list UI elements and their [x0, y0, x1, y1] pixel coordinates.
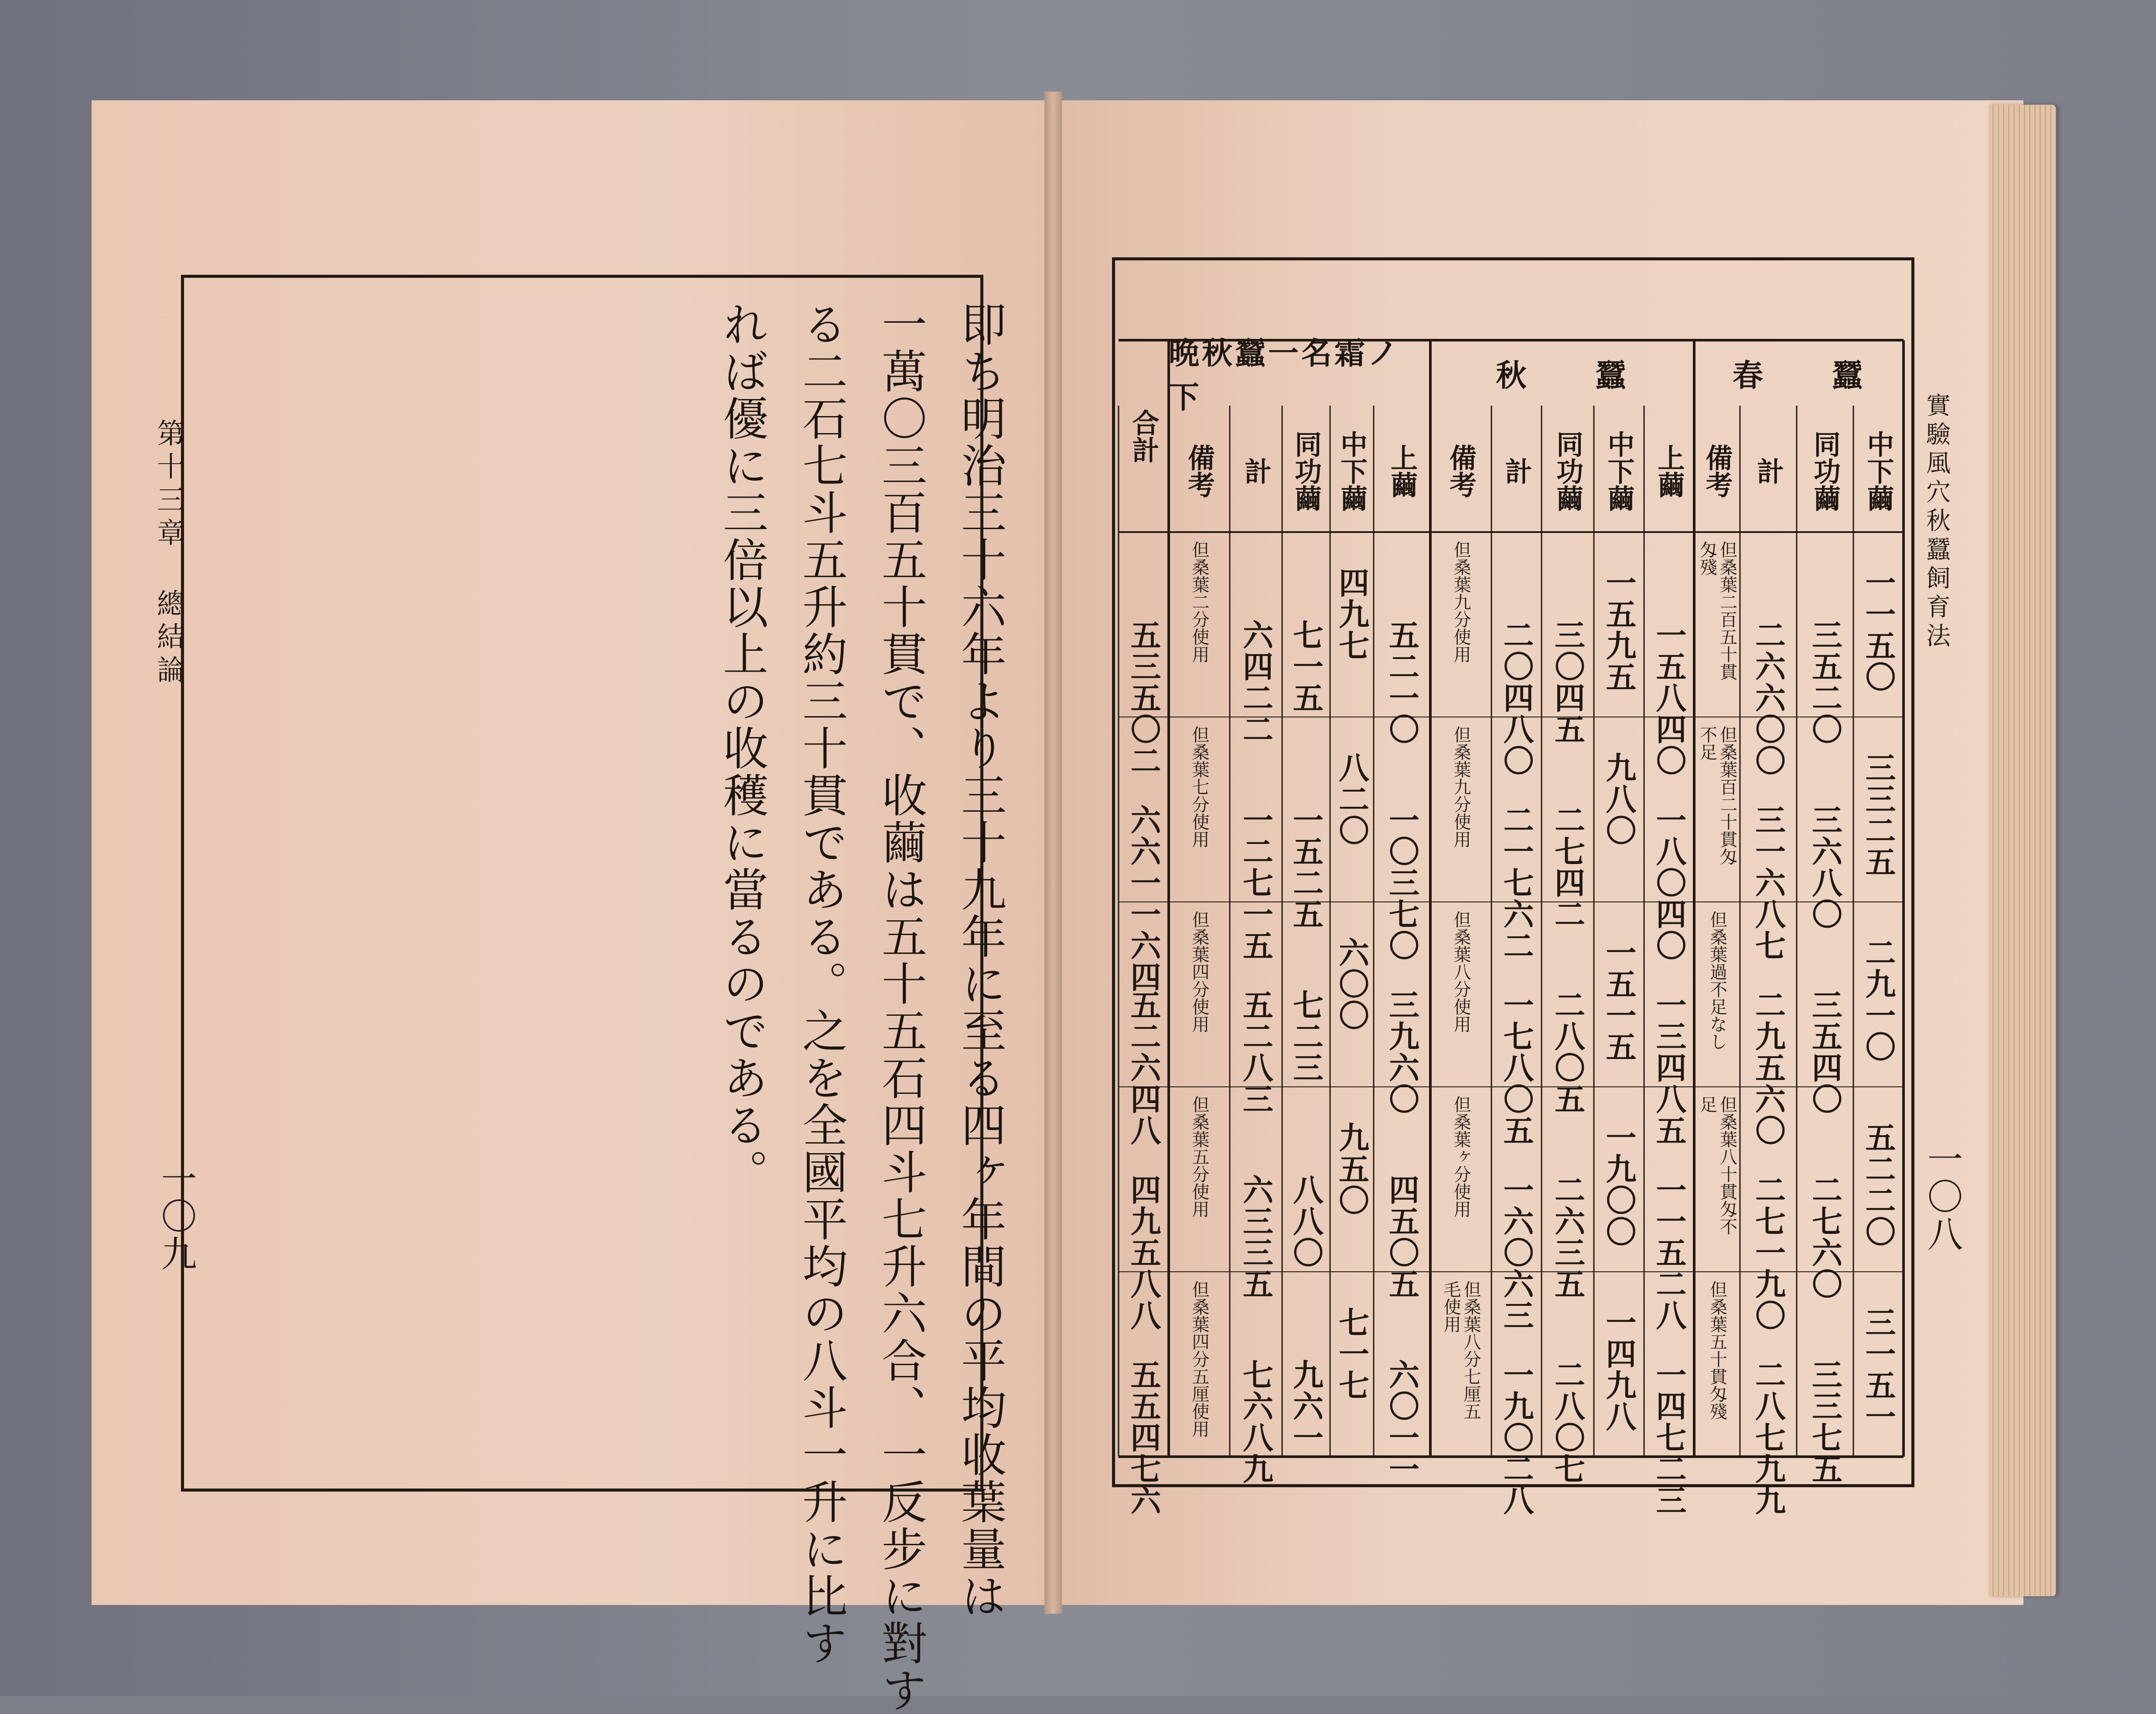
table-cell	[1330, 541, 1374, 713]
cell-value: 八八〇	[1288, 1174, 1324, 1268]
cell-value: 三〇四五	[1549, 619, 1586, 745]
cell-value: 五二八三	[1238, 989, 1274, 1115]
remark-text: 但桑葉八分使用	[1451, 911, 1471, 1033]
group-label: 晩秋蠶一名霜ノ下	[1169, 335, 1401, 415]
table-cell	[1282, 726, 1330, 930]
table-cell	[1282, 1096, 1330, 1267]
cell-value: 六三三五	[1238, 1174, 1274, 1300]
table-cell	[1330, 911, 1374, 1082]
group-header-late-autumn	[1169, 335, 1430, 415]
remark-cell	[1430, 911, 1491, 1082]
table-cell	[1119, 1096, 1169, 1331]
table-cell	[1374, 911, 1430, 1115]
cell-value: 五二一〇	[1384, 619, 1420, 745]
column-header-label: 備考	[1183, 444, 1215, 498]
table-cell	[1644, 1280, 1694, 1516]
cell-value: 五三五〇二	[1126, 619, 1162, 776]
table-cell	[1230, 1096, 1282, 1300]
table-cell	[1853, 911, 1904, 1082]
column-header-label: 計	[1752, 458, 1784, 485]
table-cell	[1542, 541, 1594, 745]
remark-text: 但桑葉四分使用	[1189, 911, 1209, 1033]
column-header	[1594, 408, 1644, 534]
column-header	[1169, 408, 1230, 534]
table-cell	[1230, 541, 1282, 745]
table-cell	[1644, 1096, 1694, 1331]
group-label: 合計	[1128, 409, 1160, 463]
table-cell	[1542, 1096, 1594, 1300]
remark-cell	[1694, 911, 1740, 1082]
cell-value: 二〇四八〇	[1498, 619, 1535, 776]
column-header	[1330, 408, 1374, 534]
column-header-label: 備考	[1701, 444, 1733, 498]
cell-value: 一二七一五	[1238, 804, 1274, 961]
cell-value: 二八七九九	[1750, 1359, 1787, 1516]
cell-value: 六六一一六四	[1126, 804, 1162, 993]
table-cell	[1853, 726, 1904, 898]
column-header	[1797, 408, 1853, 534]
table-cell	[1491, 911, 1542, 1146]
table-cell	[1797, 1096, 1853, 1300]
remark-cell	[1169, 541, 1230, 713]
cell-value: 二六六〇〇	[1750, 619, 1787, 776]
cell-value: 九五〇	[1334, 1122, 1370, 1216]
cell-value: 一五八四〇	[1651, 619, 1687, 776]
table-cell	[1119, 1280, 1169, 1516]
cell-value: 五二二〇	[1860, 1122, 1897, 1247]
table-cell	[1594, 726, 1644, 898]
table-cell	[1374, 1280, 1430, 1485]
table-cell	[1374, 541, 1430, 745]
column-header	[1282, 408, 1330, 534]
table-cell	[1330, 1280, 1374, 1452]
table-cell	[1282, 541, 1330, 713]
book-gutter	[1044, 92, 1062, 1614]
book-title: 實驗風穴秋蠶飼育法	[1922, 393, 1951, 652]
group-header-total	[1119, 340, 1169, 532]
cell-value: 一九〇二八	[1498, 1359, 1535, 1516]
table-cell	[1542, 1280, 1594, 1485]
cell-value: 一八〇四〇	[1651, 804, 1687, 961]
table-cell	[1740, 726, 1797, 961]
cell-value: 三五二〇	[1807, 619, 1843, 745]
table-cell	[1740, 1280, 1797, 1516]
table-cell	[1330, 726, 1374, 898]
remark-text: 但桑葉過不足なし	[1707, 911, 1727, 1050]
table-cell	[1740, 911, 1797, 1146]
column-header	[1853, 408, 1904, 534]
remark-text: 但桑葉九分使用	[1451, 726, 1471, 848]
cell-value: 一九〇〇	[1601, 1122, 1637, 1247]
page-number-left: 一〇九	[155, 1160, 197, 1273]
table-cell	[1853, 1096, 1904, 1267]
table-cell	[1330, 1096, 1374, 1267]
column-header-label: 備考	[1445, 444, 1477, 498]
table-cell	[1740, 541, 1797, 776]
table-cell	[1282, 1280, 1330, 1452]
cell-value: 四五〇五	[1384, 1174, 1420, 1300]
remark-cell	[1694, 1280, 1740, 1452]
remark-cell	[1169, 911, 1230, 1082]
column-header-label: 中下繭	[1863, 430, 1894, 512]
column-header-label: 上繭	[1653, 444, 1685, 498]
cell-value: 三九六〇	[1384, 989, 1420, 1115]
data-table	[1119, 335, 1904, 1516]
cell-value: 二八〇五	[1549, 989, 1586, 1115]
table-cell	[1230, 1280, 1282, 1485]
cell-value: 三三二五	[1860, 752, 1897, 877]
table-cell	[1542, 726, 1594, 930]
remark-text: 但桑葉七分使用	[1189, 726, 1209, 848]
column-header-label: 同功繭	[1552, 430, 1584, 512]
remark-cell	[1694, 1096, 1740, 1267]
cell-value: 三一五一	[1860, 1307, 1897, 1432]
table-cell	[1644, 911, 1694, 1146]
remark-text: 但桑葉五分使用	[1189, 1096, 1209, 1218]
cell-value: 七一七	[1334, 1307, 1370, 1401]
cell-value: 三六八〇	[1807, 804, 1843, 930]
table-cell	[1491, 1096, 1542, 1331]
page-number-right: 一〇八	[1921, 1140, 1963, 1253]
table-cell	[1797, 911, 1853, 1115]
table-cell	[1542, 911, 1594, 1115]
remark-cell	[1169, 1280, 1230, 1452]
remark-cell	[1169, 1096, 1230, 1267]
group-header-autumn	[1430, 340, 1694, 406]
table-cell	[1491, 541, 1542, 776]
remark-text: 但桑葉二百五十貫 匁殘	[1697, 541, 1737, 680]
cell-value: 一三四八五	[1651, 989, 1687, 1146]
table-cell	[1797, 1280, 1853, 1485]
column-header-label: 計	[1240, 458, 1272, 485]
group-label: 秋 蠶	[1496, 357, 1629, 393]
table-cell	[1594, 541, 1644, 713]
cell-value: 二七四二	[1549, 804, 1586, 930]
column-header	[1430, 408, 1491, 534]
column-header-label: 計	[1501, 458, 1532, 485]
cell-value: 一五二五	[1288, 804, 1324, 930]
remark-text: 但桑葉五十貫匁殘	[1707, 1280, 1727, 1420]
column-header-label: 同功繭	[1290, 430, 1322, 512]
table-cell	[1853, 541, 1904, 713]
remark-cell	[1169, 726, 1230, 898]
table-cell	[1740, 1096, 1797, 1331]
table-cell	[1594, 1280, 1644, 1452]
cell-value: 二六三五	[1549, 1174, 1586, 1300]
table-cell	[1797, 541, 1853, 745]
cell-value: 二七一九〇	[1750, 1174, 1787, 1331]
table-cell	[1230, 911, 1282, 1115]
cell-value: 二九五六〇	[1750, 989, 1787, 1146]
table-cell	[1374, 726, 1430, 961]
body-text	[702, 301, 1020, 1714]
column-header-label: 中下繭	[1603, 430, 1635, 512]
cell-value: 四九五八八	[1126, 1174, 1162, 1331]
cell-value: 一一五二八	[1651, 1174, 1687, 1331]
cell-value: 三三七五	[1807, 1359, 1843, 1485]
column-header-label: 上繭	[1386, 444, 1418, 498]
column-header	[1740, 408, 1797, 534]
column-header	[1491, 408, 1542, 534]
cell-value: 六〇〇	[1334, 937, 1370, 1031]
table-cell	[1119, 911, 1169, 1146]
cell-value: 三五四〇	[1807, 989, 1843, 1115]
remark-cell	[1430, 726, 1491, 898]
column-header	[1230, 408, 1282, 534]
cell-value: 一四七二三	[1651, 1359, 1687, 1516]
table-cell	[1797, 726, 1853, 930]
table-cell	[1594, 911, 1644, 1082]
cell-value: 二八〇七	[1549, 1359, 1586, 1485]
column-header	[1542, 408, 1594, 534]
remark-text: 但桑葉四分五厘使用	[1189, 1280, 1209, 1437]
column-header	[1374, 408, 1430, 534]
cell-value: 一五九五	[1601, 567, 1637, 693]
cell-value: 六〇一一	[1384, 1359, 1420, 1485]
cell-value: 四九七	[1334, 567, 1370, 661]
cell-value: 三一六八七	[1750, 804, 1787, 961]
remark-cell	[1430, 1096, 1491, 1267]
column-header	[1694, 408, 1740, 534]
cell-value: 二九一〇	[1860, 937, 1897, 1062]
cell-value: 八二〇	[1334, 752, 1370, 846]
remark-text: 但桑葉九分使用	[1451, 541, 1471, 663]
table-cell	[1282, 911, 1330, 1082]
cell-value: 七六八九	[1238, 1359, 1274, 1485]
table-cell	[1853, 1280, 1904, 1452]
cell-value: 一〇三七〇	[1384, 804, 1420, 961]
column-header	[1644, 408, 1694, 534]
body-line: る二石七斗五升約三十貫である。之を全國平均の八斗一升に比す	[795, 301, 848, 1667]
remark-text: 但桑葉二分使用	[1189, 541, 1209, 663]
body-line: れば優に三倍以上の收穫に當るのである。	[715, 301, 768, 1196]
cell-value: 五二六四八	[1126, 989, 1162, 1146]
table-cell	[1644, 726, 1694, 961]
table-cell	[1230, 726, 1282, 961]
table-cell	[1594, 1096, 1644, 1267]
remark-text: 但桑葉八十貫匁不 足	[1697, 1096, 1737, 1235]
table-cell	[1374, 1096, 1430, 1300]
table-cell	[1491, 726, 1542, 961]
cell-value: 五五四七六	[1126, 1359, 1162, 1516]
running-head: 第十三章 總結論	[152, 419, 184, 688]
cell-value: 二一七六二	[1498, 804, 1535, 961]
remark-text: 但桑葉ヶ分使用	[1451, 1096, 1471, 1218]
remark-cell	[1430, 541, 1491, 713]
page-edges	[1989, 105, 2056, 1596]
cell-value: 九八〇	[1601, 752, 1637, 846]
cell-value: 一一五〇	[1860, 567, 1897, 693]
remark-cell	[1430, 1280, 1491, 1452]
cell-value: 七二三	[1288, 989, 1324, 1083]
remark-text: 但桑葉八分七厘五 毛使用	[1441, 1280, 1481, 1420]
cell-value: 六四二二	[1238, 619, 1274, 745]
table-cell	[1491, 1280, 1542, 1516]
table-cell	[1644, 541, 1694, 776]
remark-text: 但桑葉百二十貫匁 不足	[1697, 726, 1737, 865]
cell-value: 七一五	[1288, 619, 1324, 714]
table-cell	[1119, 726, 1169, 993]
body-line: 即ち明治三十六年より三十九年に至る四ヶ年間の平均收葉量は	[953, 301, 1006, 1620]
cell-value: 九六一	[1288, 1359, 1324, 1453]
cell-value: 一六〇六三	[1498, 1174, 1535, 1331]
cell-value: 一七八〇五	[1498, 989, 1535, 1146]
body-line: 一萬〇三百五十貫で、收繭は五十五石四斗七升六合、一反步に對す	[874, 301, 927, 1714]
cell-value: 一四九八	[1601, 1307, 1637, 1432]
group-label: 春 蠶	[1733, 357, 1865, 393]
column-header-label: 中下繭	[1336, 430, 1368, 512]
cell-value: 二七六〇	[1807, 1174, 1843, 1300]
table-cell	[1119, 541, 1169, 776]
cell-value: 一五一五	[1601, 937, 1637, 1062]
column-header-label: 同功繭	[1809, 430, 1841, 512]
group-header-spring	[1694, 340, 1904, 406]
remark-cell	[1694, 726, 1740, 898]
remark-cell	[1694, 541, 1740, 713]
